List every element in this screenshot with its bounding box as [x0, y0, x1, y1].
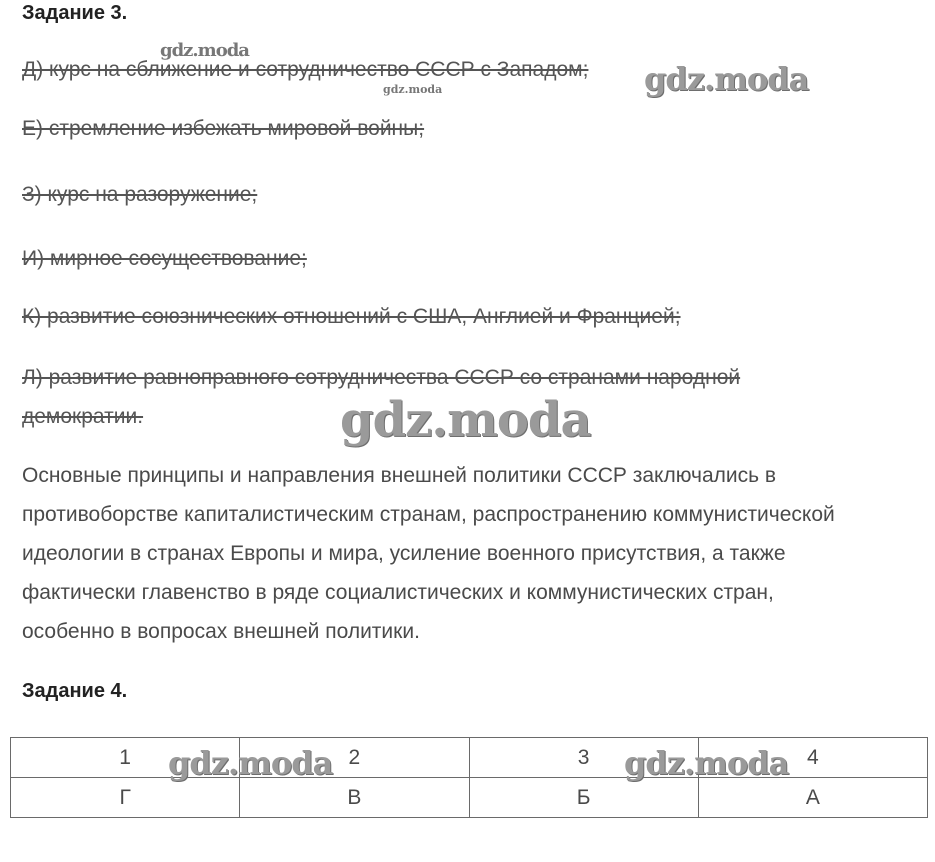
struck-item-z: З) курс на разоружение; — [22, 183, 258, 206]
watermark: gdz.moda — [383, 83, 443, 96]
watermark: gdz.moda — [168, 744, 333, 782]
task3-answer-paragraph — [22, 456, 922, 651]
struck-item-d: Д) курс на сближение и сотрудничество СССР с Западом; — [22, 58, 589, 81]
table-cell: Б — [469, 778, 698, 818]
table-row — [11, 778, 928, 818]
task4-answer-table — [10, 737, 928, 818]
table-header-row — [11, 738, 928, 778]
answer-line: особенно в вопросах внешней политики. — [22, 620, 420, 643]
struck-item-k: К) развитие союзнических отношений с США, Англией и Францией; — [22, 305, 681, 328]
watermark: gdz.moda — [340, 392, 591, 448]
struck-item-e: Е) стремление избежать мировой войны; — [22, 117, 425, 140]
task4-heading: Задание 4. — [22, 680, 128, 702]
answer-line: идеологии в странах Европы и мира, усиление военного присутствия, а также — [22, 542, 786, 565]
table-header-cell: 1 — [11, 738, 240, 778]
struck-item-i: И) мирное сосуществование; — [22, 247, 307, 270]
task3-heading: Задание 3. — [22, 2, 128, 24]
struck-item-l-continued: демократии. — [22, 405, 144, 428]
table-cell: А — [698, 778, 927, 818]
answer-line: противоборстве капиталистическим странам, распространению коммунистической — [22, 503, 835, 526]
table-header-cell: 4 — [698, 738, 927, 778]
struck-item-l: Л) развитие равноправного сотрудничества СССР со странами народной — [22, 366, 741, 389]
watermark: gdz.moda — [644, 60, 809, 98]
answer-line: фактически главенство в ряде социалистических и коммунистических стран, — [22, 581, 774, 604]
watermark: gdz.moda — [624, 744, 789, 782]
table-header-cell: 2 — [240, 738, 469, 778]
table-cell: В — [240, 778, 469, 818]
table-header-cell: 3 — [469, 738, 698, 778]
watermark: gdz.moda — [160, 40, 249, 61]
answer-line: Основные принципы и направления внешней политики СССР заключались в — [22, 464, 777, 487]
table-cell: Г — [11, 778, 240, 818]
